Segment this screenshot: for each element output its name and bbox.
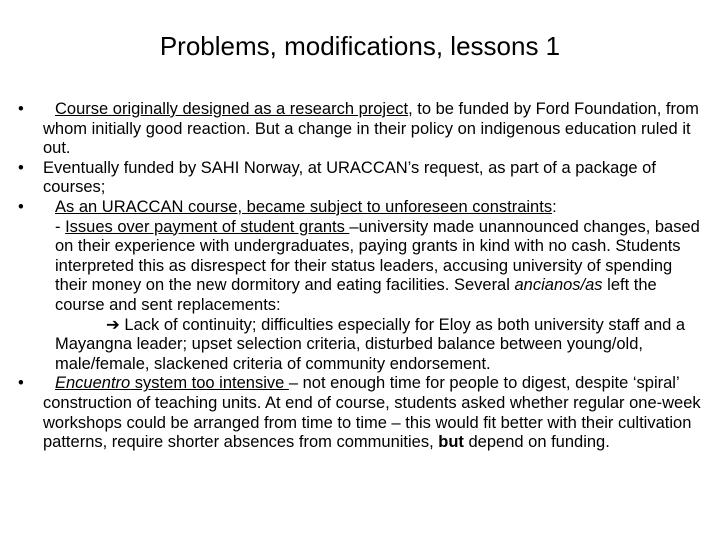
sub-paragraph-consequences: [43, 316, 704, 375]
underlined-phrase: As an URACCAN course, became subject to unforeseen constraints: [55, 197, 553, 216]
bullet-text: depend on funding.: [463, 433, 610, 452]
arrow-right-icon: ➔: [106, 315, 120, 334]
sub-text: Lack of continuity; difficulties especially for Eloy as both university staff and a Mayangna leader; upset selection criteria, disturbed balance between young/old, male/female, slackened criteria of community endorsement.: [55, 315, 686, 373]
sub-text: –university made unannounced changes, based on their experience with undergraduates, paying grants in kind with no cash. Students interpreted this as disrespect for their status leaders, accusing university of spending their money on the new dormitory and eating facilities. Several: [55, 217, 700, 295]
bullet-item-constraints: [14, 198, 704, 374]
bullet-dot-icon: •: [18, 158, 24, 177]
bullet-list: [14, 100, 704, 453]
sub-text: left the course and sent replacements:: [55, 276, 657, 314]
bullet-dot-icon: •: [18, 374, 24, 393]
slide-title: Problems, modifications, lessons 1: [159, 31, 561, 61]
bullet-item-sahi-funding: [14, 159, 704, 198]
bullet-item-funding-origin: [14, 100, 704, 159]
underlined-phrase: Course originally designed as a research project: [55, 100, 409, 118]
dash-prefix: -: [55, 217, 66, 236]
bullet-item-encuentro: [14, 374, 704, 452]
bullet-text: Eventually funded by SAHI Norway, at URACCAN’s request, as part of a package of courses;: [43, 158, 656, 197]
bullet-text: – not enough time for people to digest, despite ‘spiral’ construction of teaching units. At end of course, students asked whether regular one-week workshops could be arranged from time to time – this would fit better with their cultivation patterns, require shorter absences from communities,: [43, 374, 701, 452]
italic-term: Encuentro: [55, 374, 131, 393]
bullet-dot-icon: •: [18, 197, 24, 216]
bullet-text: , to be funded by Ford Foundation, from whom initially good reaction. But a change in their policy on indigenous education ruled it out.: [43, 100, 699, 158]
underlined-phrase: [55, 374, 289, 392]
bullet-text: :: [552, 197, 557, 216]
underlined-text: system too intensive: [130, 374, 289, 393]
italic-term: ancianos/as: [514, 276, 603, 295]
bullet-dot-icon: •: [18, 100, 24, 118]
underlined-phrase: Issues over payment of student grants: [65, 217, 350, 236]
sub-paragraph-grants: [43, 218, 704, 316]
bold-term: but: [438, 433, 464, 452]
